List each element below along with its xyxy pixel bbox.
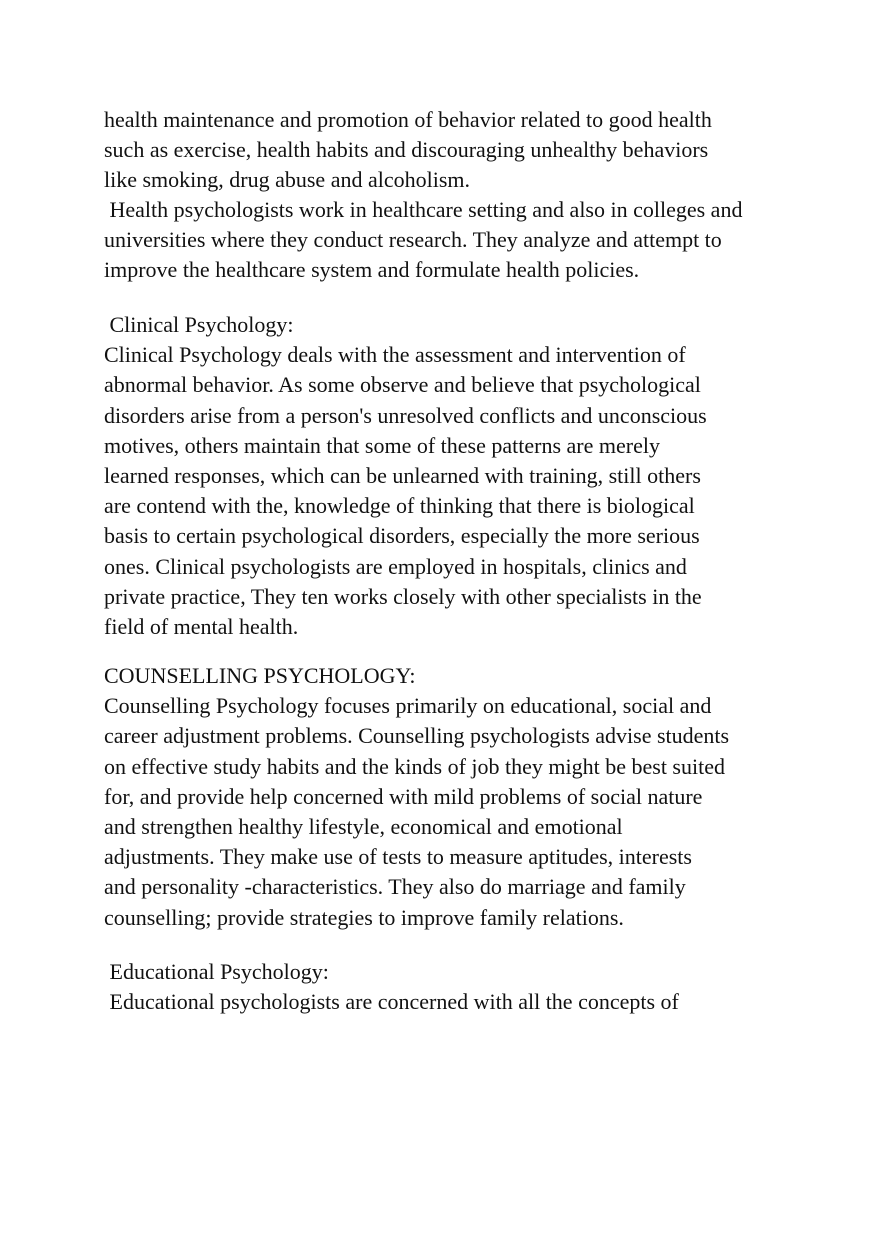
text-line: Counselling Psychology focuses primarily on educational, social and bbox=[104, 693, 712, 719]
text-line: universities where they conduct research. They analyze and attempt to bbox=[104, 227, 722, 253]
text-line: basis to certain psychological disorders, especially the more serious bbox=[104, 523, 700, 549]
text-line: field of mental health. bbox=[104, 614, 299, 640]
section-heading: Clinical Psychology: bbox=[104, 312, 294, 337]
text-line: disorders arise from a person's unresolved conflicts and unconscious bbox=[104, 402, 707, 428]
text-line: such as exercise, health habits and discouraging unhealthy behaviors bbox=[104, 137, 709, 163]
text-line: motives, others maintain that some of these patterns are merely bbox=[104, 432, 660, 458]
section-educational-psychology bbox=[104, 957, 804, 1017]
section-counselling-psychology bbox=[104, 661, 804, 933]
section-clinical-psychology bbox=[104, 310, 804, 642]
text-line: are contend with the, knowledge of thinking that there is biological bbox=[104, 493, 695, 519]
text-line: ones. Clinical psychologists are employed in hospitals, clinics and bbox=[104, 553, 687, 579]
text-line: Educational psychologists are concerned with all the concepts of bbox=[104, 989, 679, 1015]
section-heading: COUNSELLING PSYCHOLOGY: bbox=[104, 663, 416, 688]
text-line: learned responses, which can be unlearned with training, still others bbox=[104, 463, 701, 489]
text-line: private practice, They ten works closely with other specialists in the bbox=[104, 583, 702, 609]
text-line: abnormal behavior. As some observe and believe that psychological bbox=[104, 372, 701, 398]
text-line: improve the healthcare system and formulate health policies. bbox=[104, 257, 640, 283]
text-line: for, and provide help concerned with mild problems of social nature bbox=[104, 783, 703, 809]
text-line: and personality -characteristics. They also do marriage and family bbox=[104, 874, 686, 900]
text-line: career adjustment problems. Counselling psychologists advise students bbox=[104, 723, 730, 749]
paragraph-health-psychologists bbox=[104, 195, 804, 286]
text-line: on effective study habits and the kinds of job they might be best suited bbox=[104, 753, 725, 779]
text-line: like smoking, drug abuse and alcoholism. bbox=[104, 167, 470, 193]
paragraph-health-promotion bbox=[104, 105, 804, 196]
text-line: health maintenance and promotion of behavior related to good health bbox=[104, 107, 712, 132]
text-line: and strengthen healthy lifestyle, economical and emotional bbox=[104, 814, 623, 840]
text-line: counselling; provide strategies to improve family relations. bbox=[104, 904, 624, 930]
text-line: Clinical Psychology deals with the assessment and intervention of bbox=[104, 342, 686, 368]
section-heading: Educational Psychology: bbox=[104, 959, 329, 984]
text-line: Health psychologists work in healthcare setting and also in colleges and bbox=[104, 197, 743, 222]
text-line: adjustments. They make use of tests to measure aptitudes, interests bbox=[104, 844, 692, 870]
